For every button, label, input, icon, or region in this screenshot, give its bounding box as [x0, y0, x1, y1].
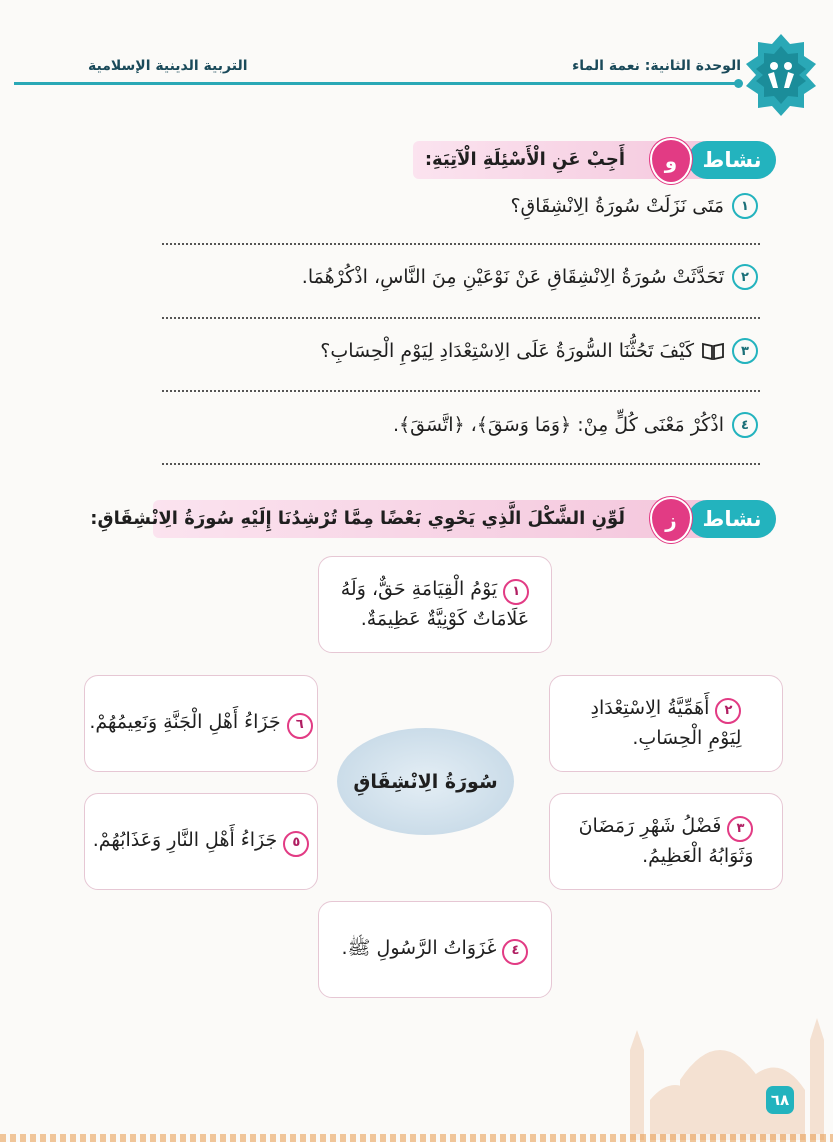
activity-z-instruction: لَوِّنِ الشَّكْلَ الَّذِي يَحْوِي بَعْضًا مِمَّا تُرْشِدُنَا إِلَيْهِ سُورَةُ الِانْشِقَاقِ:	[90, 508, 625, 529]
option-4-line-1: غَزَوَاتُ الرَّسُولِ ﷺ.	[341, 937, 497, 960]
option-1-line-1: يَوْمُ الْقِيَامَةِ حَقٌّ، وَلَهُ	[340, 577, 498, 600]
question-3-number: ٣	[732, 338, 758, 364]
question-1-number: ١	[732, 193, 758, 219]
option-6-number: ٦	[287, 713, 313, 739]
activity-z-label: نشاط	[688, 500, 776, 538]
option-2-line-2: لِيَوْمِ الْحِسَابِ.	[632, 726, 742, 749]
question-1-text: مَتَى نَزَلَتْ سُورَةُ الِانْشِقَاقِ؟	[510, 195, 724, 217]
answer-line-4[interactable]	[162, 463, 760, 465]
question-2	[302, 264, 758, 290]
option-box-4[interactable]	[318, 901, 552, 998]
book-title: التربية الدينية الإسلامية	[88, 58, 248, 74]
answer-line-2[interactable]	[162, 317, 760, 319]
unit-logo-icon	[740, 30, 822, 120]
answer-line-1[interactable]	[162, 243, 760, 245]
question-2-text: تَحَدَّثَتْ سُورَةُ الِانْشِقَاقِ عَنْ نَوْعَيْنِ مِنَ النَّاسِ، اذْكُرْهُمَا.	[301, 266, 724, 288]
bottom-decorative-strip	[0, 1134, 833, 1142]
option-box-3[interactable]	[549, 793, 783, 890]
option-4-number: ٤	[502, 939, 528, 965]
option-3-line-2: وَثَوَابُهُ الْعَظِيمُ.	[642, 844, 754, 867]
page-number: ٦٨	[766, 1086, 794, 1114]
option-box-5[interactable]	[84, 793, 318, 890]
question-4	[393, 412, 758, 438]
option-3-number: ٣	[727, 816, 753, 842]
question-2-number: ٢	[732, 264, 758, 290]
center-oval-surah: سُورَةُ الِانْشِقَاقِ	[337, 728, 514, 835]
activity-z-letter: ز	[650, 497, 692, 543]
option-1-line-2: عَلَامَاتٌ كَوْنِيَّةٌ عَظِيمَةٌ.	[360, 607, 530, 630]
book-icon	[702, 342, 724, 360]
question-3-text: كَيْفَ تَحُثُّنَا السُّورَةُ عَلَى الِاسْتِعْدَادِ لِيَوْمِ الْحِسَابِ؟	[320, 340, 694, 362]
answer-line-3[interactable]	[162, 390, 760, 392]
mosque-decoration-icon	[620, 990, 833, 1140]
question-4-text: اذْكُرْ مَعْنَى كُلٍّ مِنْ: ﴿وَمَا وَسَقَ﴾، ﴿اتَّسَقَ﴾.	[392, 414, 724, 436]
option-box-6[interactable]	[84, 675, 318, 772]
unit-title: الوحدة الثانية: نعمة الماء	[572, 58, 741, 74]
activity-w-instruction: أَجِبْ عَنِ الْأَسْئِلَةِ الْآتِيَةِ:	[424, 149, 625, 170]
activity-w-letter: و	[650, 138, 692, 184]
question-3	[320, 338, 758, 364]
option-3-line-1: فَضْلُ شَهْرِ رَمَضَانَ	[578, 814, 722, 837]
option-2-line-1: أَهَمِّيَّةُ الِاسْتِعْدَادِ	[590, 696, 710, 719]
option-5-line-1: جَزَاءُ أَهْلِ النَّارِ وَعَذَابُهُمْ.	[92, 829, 278, 852]
question-1	[510, 193, 758, 219]
question-4-number: ٤	[732, 412, 758, 438]
option-5-number: ٥	[283, 831, 309, 857]
option-6-line-1: جَزَاءُ أَهْلِ الْجَنَّةِ وَنَعِيمُهُمْ.	[89, 711, 281, 734]
option-1-number: ١	[503, 579, 529, 605]
option-2-number: ٢	[715, 698, 741, 724]
header-divider	[14, 82, 736, 85]
option-box-1[interactable]	[318, 556, 552, 653]
activity-w-label: نشاط	[688, 141, 776, 179]
option-box-2[interactable]	[549, 675, 783, 772]
